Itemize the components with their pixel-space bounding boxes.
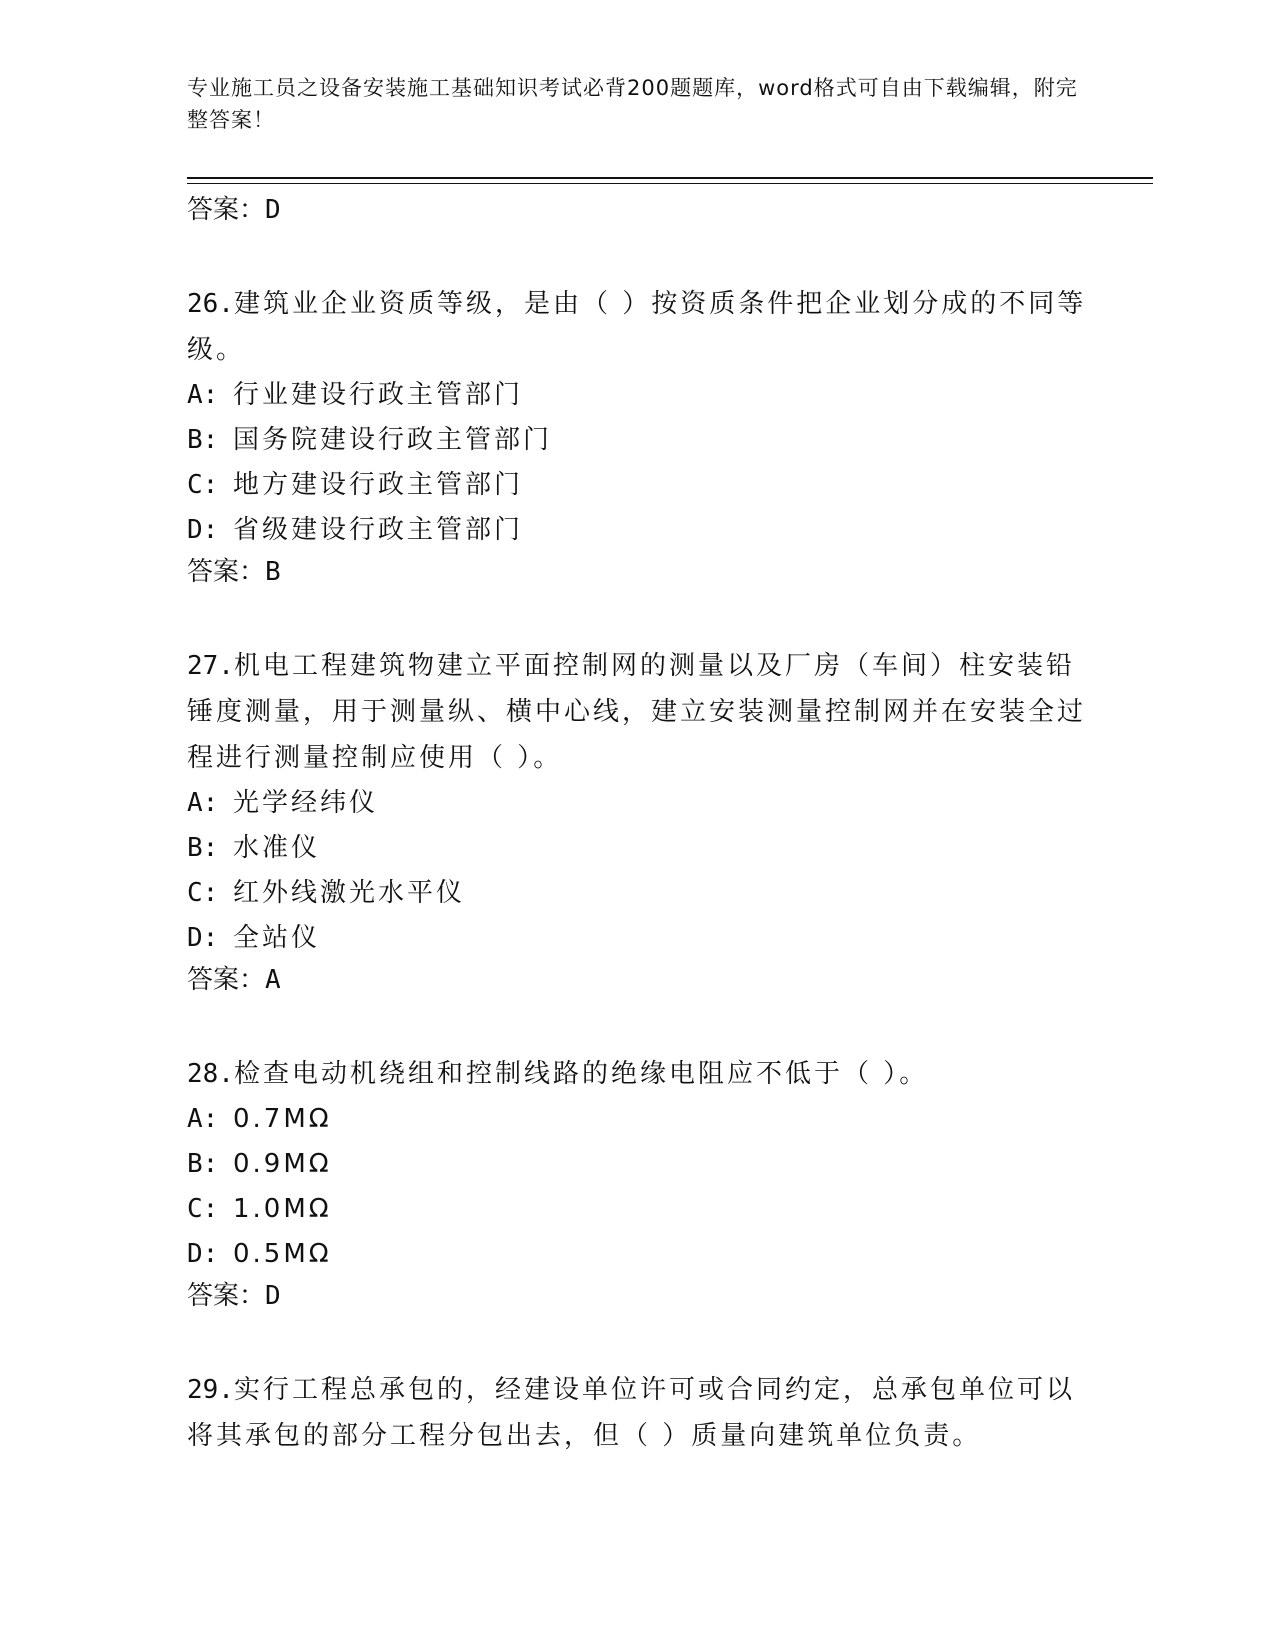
question-list [187, 191, 1087, 1459]
option-text: 1.0MΩ [233, 1194, 332, 1224]
option-letter: B: [187, 833, 219, 863]
header-divider [187, 177, 1153, 179]
question-number: 26. [187, 289, 234, 319]
option-a [187, 781, 1087, 826]
option-letter: A: [187, 380, 219, 410]
option-text: 0.5MΩ [233, 1239, 332, 1269]
previous-answer [187, 191, 1087, 229]
option-a [187, 1097, 1087, 1142]
option-c [187, 463, 1087, 508]
answer [187, 553, 1087, 591]
question-28 [187, 1051, 1087, 1315]
option-b [187, 826, 1087, 871]
option-text: 0.7MΩ [233, 1104, 332, 1134]
question-body: 建筑业企业资质等级，是由（ ）按资质条件把企业划分成的不同等级。 [187, 289, 1087, 365]
option-letter: B: [187, 1149, 219, 1179]
answer-value: A [265, 965, 281, 995]
question-number: 29. [187, 1375, 234, 1405]
answer [187, 1277, 1087, 1315]
question-text [187, 643, 1087, 781]
option-b [187, 418, 1087, 463]
answer-value: D [265, 1281, 281, 1311]
document-header [187, 72, 1087, 136]
option-text: 水准仪 [233, 833, 321, 863]
option-text: 国务院建设行政主管部门 [233, 425, 553, 455]
question-body: 实行工程总承包的，经建设单位许可或合同约定，总承包单位可以将其承包的部分工程分包出去，但（ ）质量向建筑单位负责。 [187, 1375, 1075, 1451]
option-d [187, 1232, 1087, 1277]
option-text: 0.9MΩ [233, 1149, 332, 1179]
option-text: 光学经纬仪 [233, 788, 379, 818]
option-text: 行业建设行政主管部门 [233, 380, 524, 410]
question-26 [187, 281, 1087, 591]
option-text: 红外线激光水平仪 [233, 878, 466, 908]
question-number: 28. [187, 1059, 234, 1089]
question-number: 27. [187, 651, 234, 681]
question-text [187, 1051, 1087, 1097]
option-c [187, 1187, 1087, 1232]
option-letter: C: [187, 470, 219, 500]
answer-label: 答案： [187, 1281, 266, 1311]
question-text [187, 1367, 1087, 1459]
answer-value: D [265, 195, 281, 225]
option-letter: D: [187, 515, 219, 545]
answer-label: 答案： [187, 557, 266, 587]
option-c [187, 871, 1087, 916]
header-title: 专业施工员之设备安装施工基础知识考试必背200题题库，word格式可自由下载编辑，附完整答案！ [187, 76, 1078, 132]
option-letter: A: [187, 788, 219, 818]
option-text: 全站仪 [233, 923, 321, 953]
option-letter: C: [187, 878, 219, 908]
question-text [187, 281, 1087, 373]
option-letter: C: [187, 1194, 219, 1224]
question-29 [187, 1367, 1087, 1459]
option-text: 地方建设行政主管部门 [233, 470, 524, 500]
header-divider-thin [187, 183, 1153, 184]
question-27 [187, 643, 1087, 999]
option-b [187, 1142, 1087, 1187]
answer [187, 961, 1087, 999]
option-text: 省级建设行政主管部门 [233, 515, 524, 545]
option-letter: A: [187, 1104, 219, 1134]
option-d [187, 508, 1087, 553]
option-letter: D: [187, 1239, 219, 1269]
answer-label: 答案： [187, 965, 266, 995]
question-body: 检查电动机绕组和控制线路的绝缘电阻应不低于（ ）。 [233, 1059, 929, 1089]
option-letter: B: [187, 425, 219, 455]
answer-value: B [265, 557, 281, 587]
answer-label: 答案： [187, 195, 266, 225]
option-letter: D: [187, 923, 219, 953]
option-d [187, 916, 1087, 961]
question-body: 机电工程建筑物建立平面控制网的测量以及厂房（车间）柱安装铅锤度测量，用于测量纵、横中心线，建立安装测量控制网并在安装全过程进行测量控制应使用（ ）。 [187, 651, 1087, 773]
option-a [187, 373, 1087, 418]
